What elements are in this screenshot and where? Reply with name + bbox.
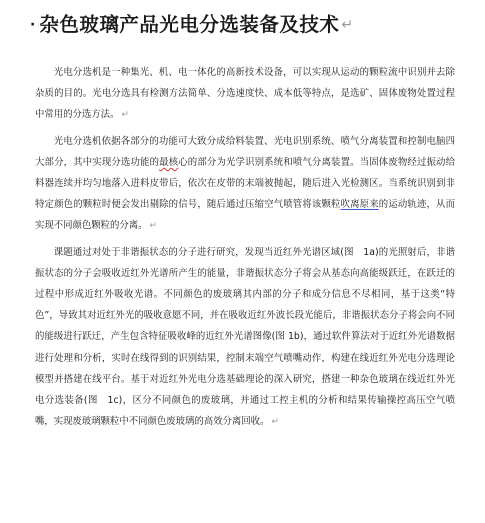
paragraph-mark-icon: ↵ [121,110,129,121]
paragraph-mark-icon: ↵ [149,221,158,232]
paragraph-3[interactable] [35,242,455,434]
title-row [30,12,353,38]
paragraph-1-text: 光电分选机是一种集光、机、电一体化的高新技术设备，可以实现从运动的颗粒流中识别并去除杂质的目的。光电分选具有检测方法简单、分选速度快、成本低等特点，是选矿、固体废物处置过程中常用的分选方法。 [35,67,455,121]
grammar-marked-text[interactable]: 吹离原来 [340,199,379,211]
paragraph-mark-icon: ↵ [341,17,354,33]
paragraph-2[interactable] [35,131,455,238]
spellcheck-marked-text[interactable]: 最核 [159,156,179,168]
paragraph-2-text-end: 心的部分为光学识别系统和喷气分离装置。当固体废物经过振动给料器连续并均匀地落入进料皮带后，依次在皮带的末端被抛起，随后进入光检测区。当系统识别到非特定颜色的颗粒时便会发出剔除的信号，随后通过压缩空气喷管将该颗粒 [35,156,455,211]
paragraph-mark-icon: ↵ [271,417,279,428]
paragraph-2-text-tail: 的运动轨迹，从而实现不同颜色颗粒的分离。 [35,199,455,232]
document-title[interactable]: 杂色玻璃产品光电分选装备及技术 [39,13,340,36]
paragraph-2-text-start: 光电分选机依据各部分的功能可大致分成给料装置、光电识别系统、喷气分离装置和控制电脑四大部分，其中实现分选功能的 [35,135,455,168]
paragraph-1[interactable] [35,62,455,127]
bullet-mark: · [30,17,36,33]
document-body[interactable] [35,62,455,433]
paragraph-3-text: 课题通过对处于非谐振状态的分子进行研究，发现当近红外光谱区域(图 1a)的光照射后，非谐振状态的分子会吸收近红外光谱所产生的能量，非谐振状态分子将会从基态向高能级跃迁，在跃迁的过程中形成近红外吸收光谱。不同颜色的废玻璃其内部的分子和成分信息不尽相同，基于这类“特色”，导致其对近红外光的吸收意愿不同，并在吸收近红外波长段光能后，非谐振状态分子将会向不同的能级进行跃迁，产生包含特征吸收峰的近红外光谱图像(图 1b)，通过软件算法对于近红外光谱数据进行处理和分析，实时在线得到的识别结果，控制末端空气喷嘴动作，构建在线近红外光电分选理论模型并搭建在线平台。基于对近红外光电分选基础理论的深入研究，搭建一种杂色玻璃在线近红外光电分选装备(图 1c)，区分不同颜色的废玻璃，并通过工控主机的分析和结果传输操控高压空气喷嘴，实现废玻璃颗粒中不同颜色废玻璃的高效分离回收。 [35,246,455,428]
